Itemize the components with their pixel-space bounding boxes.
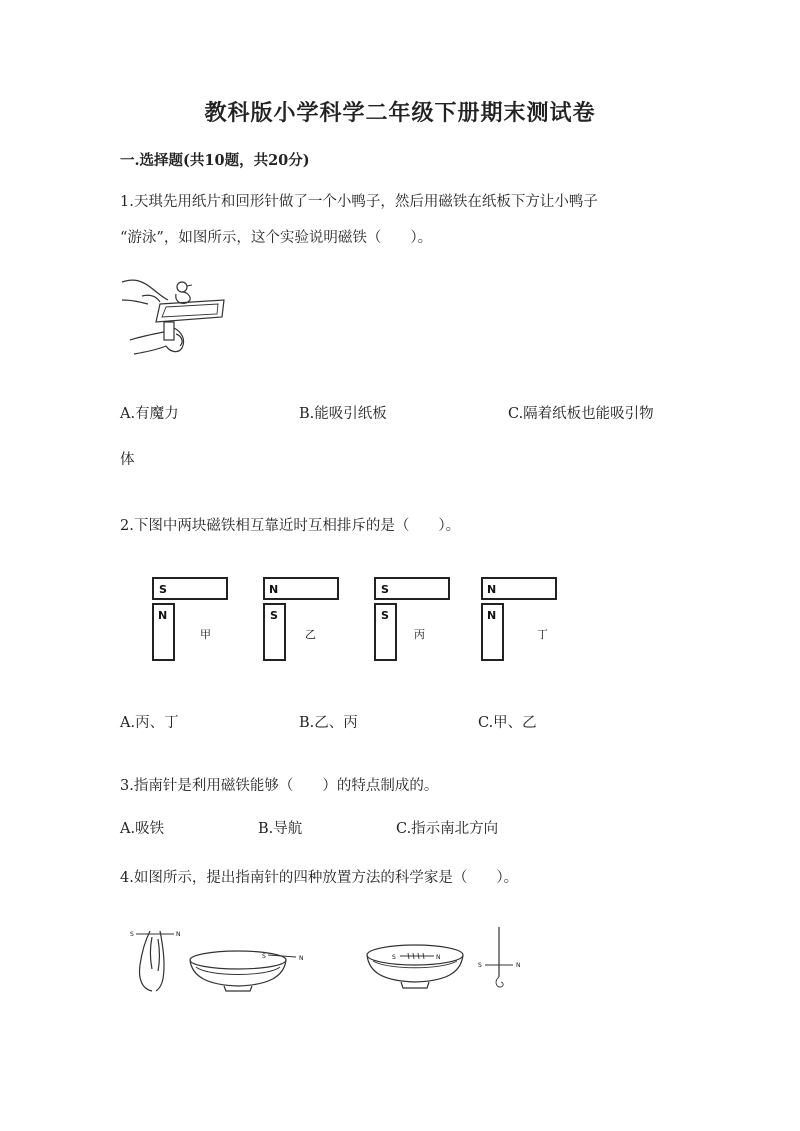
- question-3-text: 3.指南针是利用磁铁能够（ ）的特点制成的。: [120, 778, 439, 794]
- label-s-3: S: [392, 954, 396, 961]
- magnet-ding-top-pole: N: [487, 583, 497, 596]
- magnet-yi-caption: 乙: [305, 628, 316, 641]
- label-n-4: N: [516, 962, 521, 969]
- label-s-2: S: [262, 953, 266, 960]
- label-n-3: N: [436, 954, 441, 961]
- question-1-option-a[interactable]: A.有魔力: [120, 406, 179, 422]
- question-1-option-b[interactable]: B.能吸引纸板: [299, 406, 387, 422]
- question-3-option-a[interactable]: A.吸铁: [120, 821, 165, 837]
- magnet-ding-bottom-pole: N: [487, 609, 497, 622]
- magnet-jia-top-pole: S: [159, 583, 167, 596]
- label-n-1: N: [176, 931, 181, 938]
- label-s-1: S: [130, 931, 134, 938]
- label-s-4: S: [478, 962, 482, 969]
- question-1-option-c[interactable]: C.隔着纸板也能吸引物: [508, 406, 654, 422]
- magnet-diagram: [150, 575, 570, 665]
- question-1-line-2: “游泳”，如图所示，这个实验说明磁铁（ ）。: [120, 230, 433, 246]
- magnet-pair-ding: [482, 578, 556, 660]
- magnet-jia-caption: 甲: [200, 628, 211, 641]
- question-2-option-a[interactable]: A.丙、丁: [120, 715, 179, 731]
- magnet-yi-bottom-pole: S: [270, 609, 278, 622]
- water-bowl-method: [367, 945, 463, 988]
- compass-placement-illustration: [128, 925, 538, 1005]
- magnet-jia-bottom-pole: N: [158, 609, 168, 622]
- question-1-line-1: 1.天琪先用纸片和回形针做了一个小鸭子，然后用磁铁在纸板下方让小鸭子: [120, 194, 598, 210]
- bowl-rim-method: [190, 951, 304, 991]
- question-3-option-c[interactable]: C.指示南北方向: [396, 821, 499, 837]
- magnet-pair-jia: [153, 578, 227, 660]
- question-1-option-c-continued: 体: [120, 452, 135, 468]
- thread-suspension-method: [478, 927, 521, 987]
- label-n-2: N: [299, 955, 304, 962]
- duck-magnet-illustration: [120, 270, 230, 360]
- question-2-option-c[interactable]: C.甲、乙: [478, 715, 537, 731]
- magnet-pair-bing: [375, 578, 449, 660]
- question-2-text: 2.下图中两块磁铁相互靠近时互相排斥的是（ ）。: [120, 518, 461, 534]
- question-4-text: 4.如图所示，提出指南针的四种放置方法的科学家是（ ）。: [120, 870, 519, 886]
- page-title: 教科版小学科学二年级下册期末测试卷: [204, 100, 596, 126]
- magnet-bing-bottom-pole: S: [381, 609, 389, 622]
- magnet-bing-caption: 丙: [414, 628, 425, 641]
- question-3-option-b[interactable]: B.导航: [258, 821, 303, 837]
- magnet-pair-yi: [264, 578, 338, 660]
- magnet-ding-caption: 丁: [537, 628, 548, 641]
- magnet-bing-top-pole: S: [381, 583, 389, 596]
- fingernail-method: [130, 931, 181, 991]
- section-heading: 一.选择题(共10题，共20分): [120, 152, 310, 169]
- magnet-yi-top-pole: N: [269, 583, 279, 596]
- question-2-option-b[interactable]: B.乙、丙: [299, 715, 358, 731]
